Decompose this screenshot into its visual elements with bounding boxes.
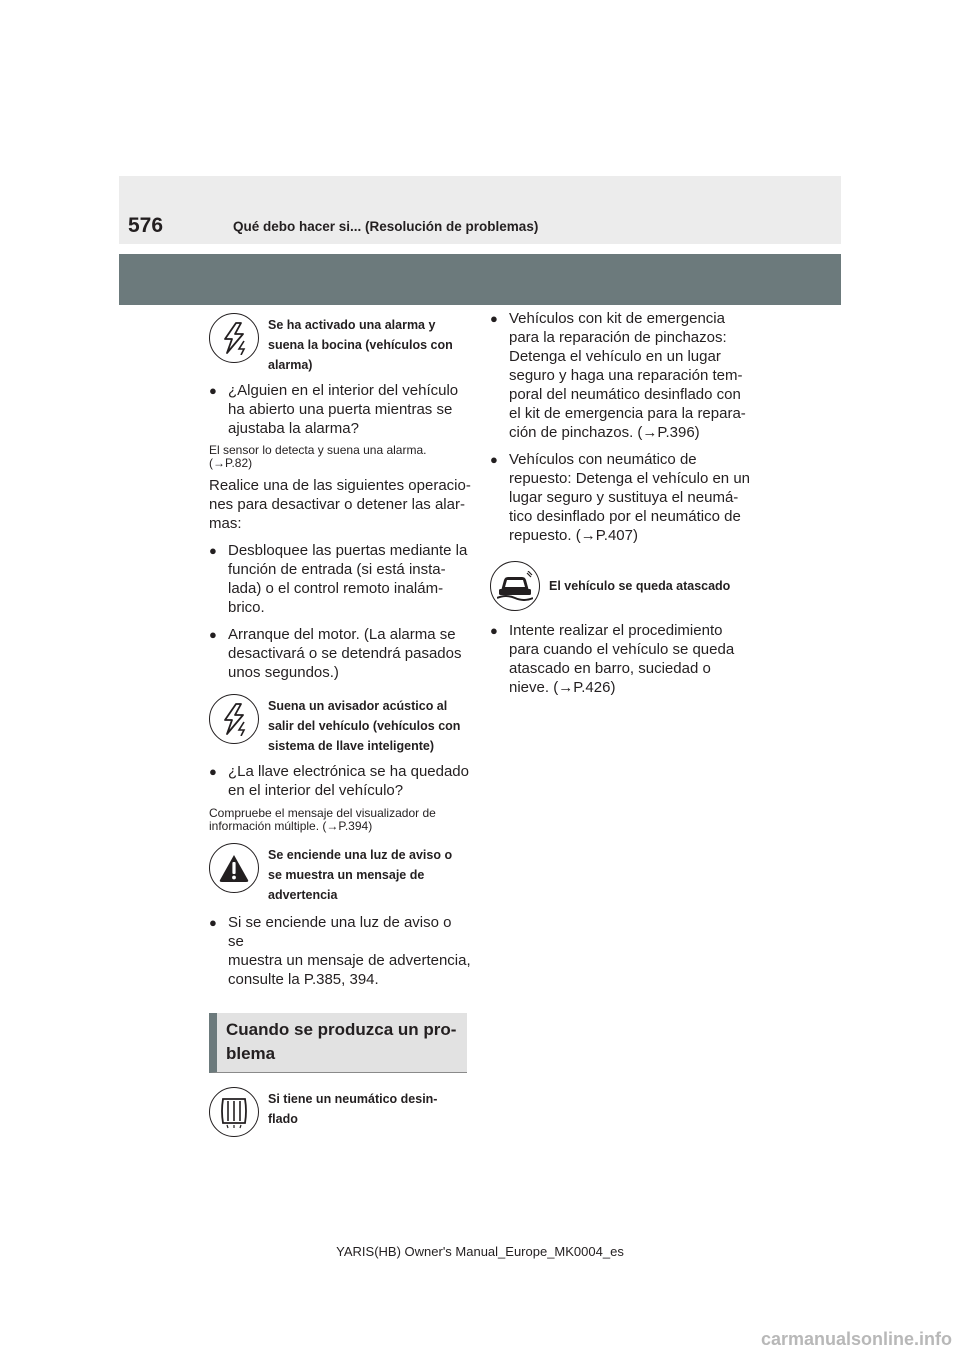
lightning-warning-icon: [209, 694, 259, 744]
stuck-topic: [490, 561, 752, 611]
lightning-warning-icon: [209, 313, 259, 363]
watermark: carmanualsonline.info: [760, 1329, 952, 1349]
left-column: [209, 305, 471, 1137]
bullet-dot: ●: [490, 623, 498, 638]
buzzer-topic-title: Suena un avisador acústico al salir del vehículo (vehículos con sistema de llave inteligente): [268, 699, 461, 753]
footer-manual-id: YARIS(HB) Owner's Manual_Europe_MK0004_es: [336, 1244, 624, 1259]
problem-section-heading: Cuando se produzca un pro- blema: [209, 1013, 467, 1073]
flat-tire-topic: [209, 1087, 471, 1137]
warning-topic-title: Se enciende una luz de aviso o se muestra un mensaje de advertencia: [268, 848, 453, 902]
warning-light-bullet: ● Si se enciende una luz de aviso o se muestra un mensaje de advertencia, consulte la P.385, 394.: [209, 914, 471, 988]
bullet-dot: ●: [209, 383, 217, 398]
exclamation-triangle-icon: [209, 843, 259, 893]
stuck-procedure-bullet: ● Intente realizar el procedimiento para cuando el vehículo se queda atascado en barro, suciedad o nieve. (→P.426): [490, 622, 735, 696]
bullet-dot: ●: [209, 627, 217, 642]
bullet-dot: ●: [209, 764, 217, 779]
stuck-topic-title: El vehículo se queda atascado: [549, 579, 731, 593]
page-number: 576: [128, 214, 164, 237]
flat-tire-icon: [209, 1087, 259, 1137]
warning-topic: [209, 843, 471, 905]
chapter-band: [119, 254, 841, 305]
spare-tire-bullet: ● Vehículos con neumático de repuesto: Detenga el vehículo en un lugar seguro y sustituya el neumá- tico desinflado por el neumático de repuesto. (→P.407): [490, 451, 751, 544]
buzzer-note: Compruebe el mensaje del visualizador de información múltiple. (→P.394): [209, 806, 436, 833]
right-column: [490, 305, 752, 697]
stuck-car-icon: [490, 561, 540, 611]
alarm-note: El sensor lo detecta y suena una alarma. (→P.82): [209, 443, 427, 470]
bullet-dot: ●: [490, 311, 498, 326]
alarm-topic: [209, 313, 471, 375]
bullet-dot: ●: [209, 915, 217, 930]
smart-key-bullet: ● ¿La llave electrónica se ha quedado en el interior del vehículo?: [209, 763, 469, 799]
buzzer-topic: [209, 694, 471, 756]
alarm-question-bullet: ● ¿Alguien en el interior del vehículo ha abierto una puerta mientras se ajustaba la alarma?: [209, 382, 459, 437]
unlock-bullet: ● Desbloquee las puertas mediante la función de entrada (si está insta- lada) o el control remoto inalám- brico.: [209, 542, 468, 616]
bullet-dot: ●: [490, 452, 498, 467]
start-engine-bullet: ● Arranque del motor. (La alarma se desactivará o se detendrá pasados unos segundos.): [209, 626, 462, 681]
flat-tire-topic-title: Si tiene un neumático desin- flado: [268, 1092, 438, 1126]
alarm-topic-title: Se ha activado una alarma y suena la bocina (vehículos con alarma): [268, 318, 453, 372]
section-title: Qué debo hacer si... (Resolución de problemas): [233, 219, 539, 234]
alarm-instructions: Realice una de las siguientes operacio- nes para desactivar o detener las alar- mas:: [209, 477, 471, 532]
repair-kit-bullet: ● Vehículos con kit de emergencia para la reparación de pinchazos: Detenga el vehículo en un lugar seguro y haga una reparación tem- poral del neumático desinflado con el kit de emergencia para la repara- ción de pinchazos. (→P.396): [490, 310, 746, 441]
bullet-dot: ●: [209, 543, 217, 558]
